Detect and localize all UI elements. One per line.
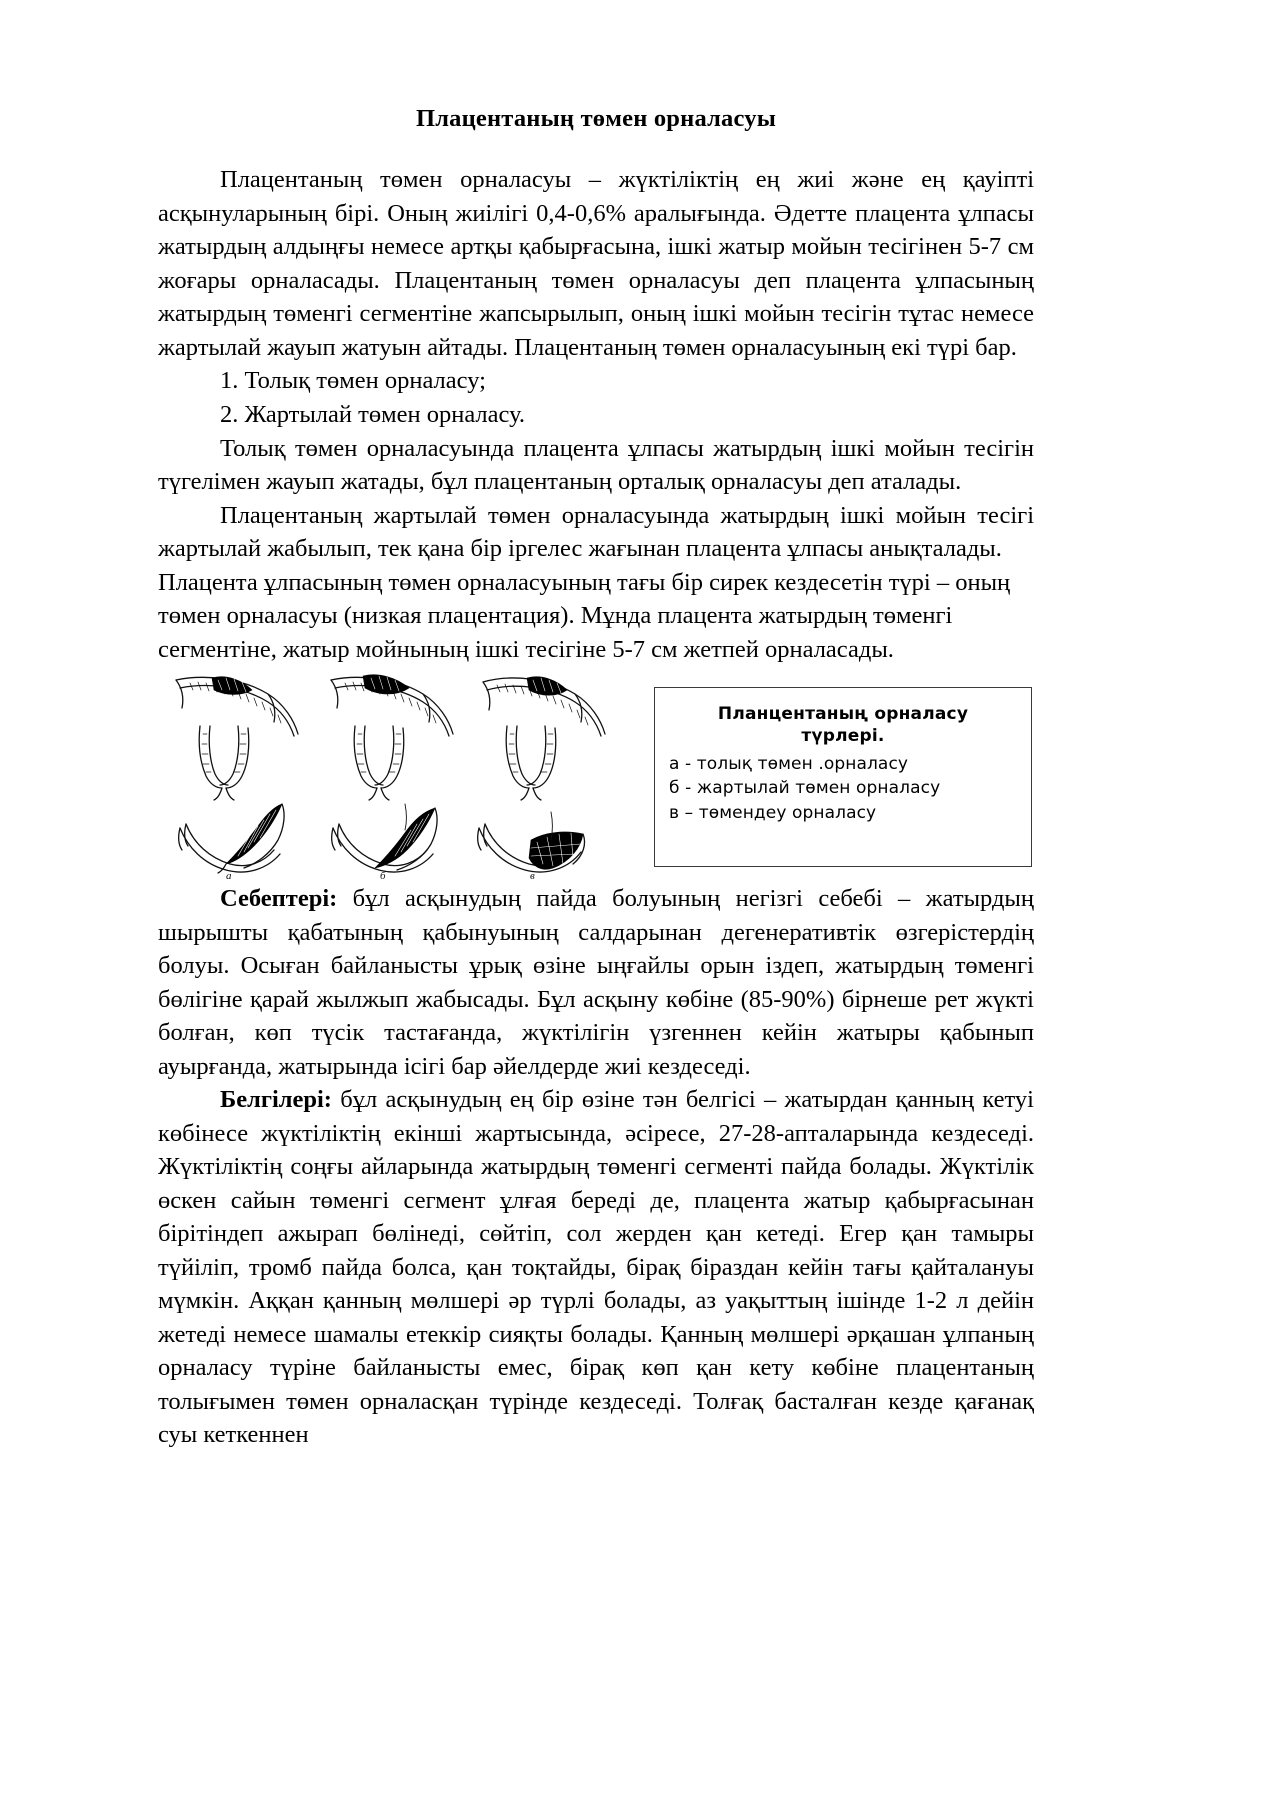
caption-title (669, 704, 1017, 748)
document-content (158, 104, 1034, 1452)
figure-illustration (164, 672, 634, 880)
caption-item-a: а - толық төмен .орналасу (669, 753, 909, 774)
figure-sublabel-c: в (530, 870, 535, 881)
section-causes (158, 882, 1034, 1083)
section-causes-text: бұл асқынудың пайда болуының негізгі себебі – жатырдың шырышты қабатының қабынуының салдарынан дегенеративтік өзгерістердің болуы. Осыған байланысты ұрық өзіне ыңғайлы орын іздеп, жатырдың төменгі бөлігіне қарай жылжып жабысады. Бұл асқыну көбіне (85-90%) бірнеше рет жүкті болған, көп түсік тастағанда, жүктілігін үзгеннен кейін жатыры қабынып ауырғанда, жатырында ісігі бар әйелдерде жиі кездеседі. (158, 885, 1034, 1080)
figure-placenta-positions (158, 672, 1034, 882)
caption-item-c: в – төмендеу орналасу (669, 802, 877, 823)
paragraph-intro: Плацентаның төмен орналасуы – жүктіліктің ең жиі және ең қауіпті асқынуларының бірі. Оның жиілігі 0,4-0,6% аралығында. Әдетте плацента ұлпасы жатырдың алдыңғы немесе артқы қабырғасына, ішкі жатыр мойын тесігінен 5-7 см жоғары орналасады. Плацентаның төмен орналасуы деп плацента ұлпасының жатырдың төменгі сегментіне жапсырылып, оның ішкі мойын тесігін тұтас немесе жартылай жауып жатуын айтады. Плацентаның төмен орналасуының екі түрі бар. (158, 166, 1034, 361)
section-signs-lead: Белгілері: (220, 1086, 332, 1114)
list-item: 2. Жартылай төмен орналасу. (220, 401, 525, 428)
caption-title-line-2: түрлері. (801, 725, 885, 746)
section-signs-text: бұл асқынудың ең бір өзіне тән белгісі – жатырдан қанның кетуі көбінесе жүктіліктің екінші жартысында, әсіресе, 27-28-апталарында кездеседі. Жүктіліктің соңғы айларында жатырдың төменгі сегменті пайда болады. Жүктілік өскен сайын төменгі сегмент ұлғая береді де, плацента жатыр қабырғасынан бірітіндеп ажырап бөлінеді, сөйтіп, сол жерден қан кетеді. Егер қан тамыры түйіліп, тромб пайда болса, қан тоқтайды, бірақ біраздан кейін тағы қайталануы мүмкін. Аққан қанның мөлшері әр түрлі болады, аз уақыттың ішінде 1-2 л дейін жетеді немесе шамалы етеккір сияқты болады. Қанның мөлшері әрқашан ұлпаның орналасу түріне байланысты емес, бірақ көп қан кету көбіне плацентаның толығымен төмен орналасқан түрінде кездеседі. Толғақ басталған кезде қағанақ суы кеткеннен (158, 1086, 1034, 1449)
paragraph-partial-low: Плацентаның жартылай төмен орналасуында жатырдың ішкі мойын тесігі жартылай жабылып, тек қана бір іргелес жағынан плацента ұлпасы анықталады. (158, 501, 1034, 563)
section-signs (158, 1083, 1034, 1452)
section-causes-lead: Себептері: (220, 885, 338, 913)
caption-title-line-1: Планцентаның орналасу (717, 704, 969, 725)
figure-caption-box (654, 687, 1032, 867)
paragraph-rare-type: Плацента ұлпасының төмен орналасуының тағы бір сирек кездесетін түрі – оның төмен орналасуы (низкая плацентация). Мұнда плацента жатырдың төменгі сегментіне, жатыр мойнының ішкі тесігіне 5-7 см жетпей орналасады. (158, 568, 1011, 663)
figure-sublabel-b: б (380, 870, 386, 881)
paragraph-full-low: Толық төмен орналасуында плацента ұлпасы жатырдың ішкі мойын тесігін түгелімен жауып жатады, бұл плацентаның орталық орналасуы деп аталады. (158, 434, 1034, 496)
list-item: 1. Толық төмен орналасу; (220, 367, 486, 395)
caption-item-b: б - жартылай төмен орналасу (669, 778, 941, 799)
figure-sublabel-a: а (226, 870, 232, 881)
page-title: Плацентаның төмен орналасуы (415, 105, 777, 132)
